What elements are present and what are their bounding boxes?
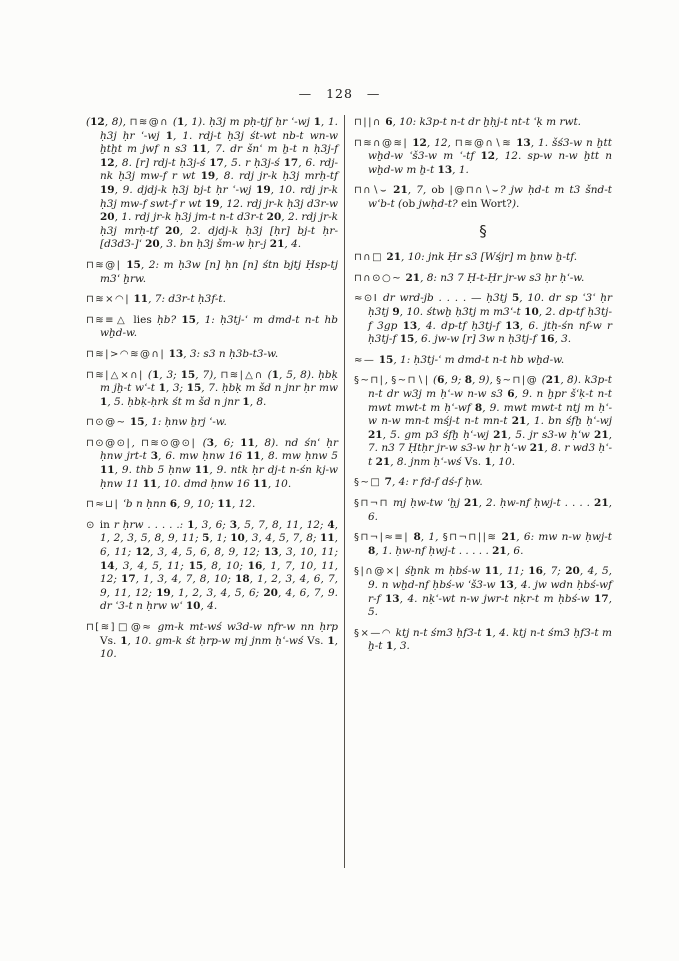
volume-number: 21	[529, 442, 545, 455]
hieroglyph-cluster: ⊓∩□	[354, 252, 384, 264]
transliteration-text: , 9, 10;	[177, 498, 218, 511]
transliteration-text: (	[429, 374, 438, 387]
volume-number: 19	[256, 183, 271, 196]
transliteration-text: , 6. rdj-nk ḥ3j mw-f r wt	[100, 156, 338, 183]
roman-text: in	[99, 518, 110, 531]
transliteration-text: , 10. dr sp ʿ3ʿ ḥr ḥ3tj	[368, 292, 612, 318]
volume-number: 13	[168, 347, 184, 360]
volume-number: 15	[126, 258, 141, 271]
volume-number: 15	[180, 368, 196, 381]
volume-number: 8	[368, 544, 376, 557]
volume-number: 21	[368, 428, 383, 441]
volume-number: 11	[100, 464, 115, 477]
volume-number: 1	[242, 395, 250, 408]
volume-number: 3	[229, 518, 237, 531]
dictionary-entry	[86, 293, 338, 307]
dictionary-entry	[86, 498, 338, 512]
hieroglyph-cluster: ≈—	[354, 354, 376, 366]
left-column	[86, 116, 338, 669]
dictionary-entry	[354, 497, 612, 524]
roman-text: ob	[431, 184, 445, 197]
volume-number: 11	[240, 436, 255, 449]
transliteration-text: , 2. djdj-k ḥ3j [ḥr] bj-t ḥr-[d3d3-]ʿ	[100, 224, 338, 251]
volume-number: 15	[186, 382, 202, 395]
volume-number: 15	[188, 559, 204, 572]
transliteration-text: , 1: ḥ3tj-ʿ m dmd-t n-t hb wḫd-w.	[100, 313, 338, 340]
volume-number: 12	[135, 546, 150, 559]
volume-number: 15	[399, 333, 415, 346]
transliteration-text: , 9. thb 5 ḥnw	[114, 464, 195, 477]
hieroglyph-cluster: ⊓≋@∩∖≋	[454, 137, 513, 149]
volume-number: 1	[176, 116, 185, 128]
volume-number: 10	[185, 600, 201, 613]
transliteration-text: r ḥrw . . . . .:	[109, 518, 188, 531]
transliteration-text: jwḥd-t?	[415, 197, 461, 210]
hieroglyph-cluster: §⊓¬⊓	[354, 498, 389, 510]
transliteration-text: , 6. jtḥ-śn nf-w r ḥ3tj-f	[368, 319, 613, 346]
volume-number: 1	[327, 634, 335, 647]
volume-number: 15	[181, 313, 196, 326]
volume-number: 12	[412, 136, 427, 149]
dictionary-entry	[354, 292, 612, 346]
transliteration-text: , 3: s3 n ḥ3b-t3-w.	[183, 347, 279, 360]
transliteration-text: , 5.	[368, 592, 612, 619]
transliteration-text: , 2: m ḥ3w [n] ḥn [n] śtn bjtj Ḥsp-tj m3ʿ ḫrw.	[100, 258, 339, 285]
volume-number: 1	[271, 368, 279, 381]
transliteration-text: , 5, 8). ḥbḳ m jḫ-t wʿ-t	[100, 368, 338, 395]
hieroglyph-cluster: ⊓≋|△∩	[220, 369, 264, 381]
volume-number: 13	[385, 592, 400, 605]
volume-number: 8	[413, 531, 421, 544]
hieroglyph-cluster: ⊓||∩	[354, 117, 382, 128]
dictionary-entry	[86, 259, 338, 286]
volume-number: 11	[484, 565, 500, 578]
volume-number: 21	[393, 184, 408, 197]
transliteration-text: , 8. [r] rdj-t ḥ3j-ś	[114, 156, 210, 169]
transliteration-text: , 4, 5, 9. n wḫd-nf ḥbś-w ʿš3-w	[368, 565, 612, 592]
transliteration-text: , 9;	[444, 374, 465, 387]
transliteration-text: , 1;	[209, 532, 231, 545]
transliteration-text: , 5. r ḥ3j-ś	[223, 156, 284, 169]
transliteration-text: , 8),	[104, 116, 130, 128]
volume-number: 13	[499, 579, 514, 592]
hieroglyph-cluster: ⊓≈⊔|	[86, 499, 120, 511]
transliteration-text: , 6. mw ḥnw 16	[158, 450, 247, 463]
roman-text: Vs.	[307, 634, 324, 647]
volume-number: 3	[150, 450, 159, 463]
transliteration-text: , 5. gm p3 śfḫ ḥʿ-wj	[382, 428, 494, 441]
transliteration-text: ,	[384, 374, 392, 387]
dictionary-entry	[86, 621, 338, 662]
transliteration-text: , 9. n ḫpr šʿḳ-t n-t mwt mwt-t m ḥʿ-wf	[368, 387, 612, 414]
transliteration-text: , 1. šś3-w n ḫtt wḫd-w ʿš3-w m ʿ-tf	[368, 136, 612, 163]
volume-number: 19	[204, 197, 220, 210]
volume-number: 1	[120, 634, 128, 647]
transliteration-text: , 9. mwt mwt-t ntj m ḥʿ-w n-w mn-t mśj-t n-t mn-t	[368, 401, 612, 428]
transliteration-text: , 8. jnm ḥʿ-wś	[390, 455, 465, 468]
transliteration-text: , 11;	[499, 565, 529, 578]
volume-number: 19	[100, 183, 115, 196]
transliteration-text: , 12. sp-w n-w ḫtt n wḫd-w m ẖ-t	[368, 150, 612, 176]
volume-number: 20	[565, 565, 580, 578]
transliteration-text: , 10. śtwḫ ḥ3tj m m3ʿ-t	[399, 305, 525, 318]
volume-number: 12	[90, 116, 105, 128]
transliteration-text: , 5. ḥbḳ-ḥrk śt m šd n jnr	[107, 395, 243, 408]
transliteration-text: , 5, 7, 8, 11, 12;	[237, 518, 328, 531]
volume-number: 10	[524, 305, 539, 318]
dictionary-entry	[354, 627, 612, 654]
hieroglyph-cluster: §~⊓∖|	[391, 375, 430, 387]
transliteration-text: , 1.	[452, 163, 469, 176]
hieroglyph-cluster: §~⊓|	[354, 375, 385, 387]
volume-number: 21	[501, 531, 517, 544]
transliteration-text: , 10.	[491, 455, 516, 468]
transliteration-text: , 8). k3p-t n-t dr w3j m ḥʿ-w n-w s3	[368, 374, 612, 400]
transliteration-text: , 3.	[393, 640, 410, 653]
roman-text: Vs.	[464, 455, 482, 468]
transliteration-text: , 12. rdj jr-k ḥ3j d3r-w	[219, 197, 338, 210]
transliteration-text: , 1. rdj jr-k ḥ3j jm-t n-t d3r-t	[114, 211, 267, 224]
transliteration-text: , 6. jw-w [r] 3w n ḥ3tj-f	[414, 333, 540, 346]
transliteration-text: ).	[511, 197, 520, 210]
volume-number: 17	[209, 156, 224, 169]
transliteration-text: , 4.	[200, 600, 218, 613]
transliteration-text: , 1. rdj-t ḥ3j śt-wt nb-t wn-w ḫtḫt m jwf n s3	[100, 129, 338, 156]
page-header	[0, 86, 679, 101]
dictionary-entry	[86, 416, 338, 430]
volume-number: 11	[217, 498, 232, 511]
volume-number: 1	[484, 455, 492, 468]
volume-number: 17	[283, 156, 299, 169]
roman-text: ob	[402, 197, 416, 210]
transliteration-text: , 4. nḳʿ-wt n-w jwr-t nḳr-t m ḥbś-w	[399, 592, 595, 605]
volume-number: 1	[151, 368, 160, 381]
roman-text: lies	[133, 313, 152, 326]
transliteration-text: , 8. rdj jr-k ḥ3j mrḥ-tf	[215, 170, 338, 183]
volume-number: 19	[156, 586, 171, 599]
volume-number: 1	[158, 382, 166, 395]
volume-number: 12	[480, 150, 496, 163]
hieroglyph-cluster: ⊓≋∩@≋|	[354, 137, 409, 149]
transliteration-text: , 9. djdj-k ḥ3j bj-t ḥr ʿ-wj	[114, 183, 257, 196]
transliteration-text: , 7;	[542, 565, 566, 578]
volume-number: 11	[253, 477, 268, 490]
hieroglyph-cluster: §|∩@×|	[354, 566, 401, 578]
volume-number: 14	[100, 559, 115, 572]
transliteration-text: , 1, 2, 3, 5, 8, 9, 11;	[100, 518, 339, 545]
volume-number: 1	[313, 116, 321, 128]
transliteration-text: , 10.	[267, 477, 292, 490]
volume-number: 21	[269, 238, 285, 251]
transliteration-text: , 8). nd śnʿ ḥr ḥnw jrt-t	[100, 436, 338, 463]
volume-number: 11	[246, 450, 261, 463]
transliteration-text: , 1: ḥ3tj-ʿ m dmd-t n-t hb wḫd-w.	[393, 353, 565, 366]
hieroglyph-cluster: §⊓¬⊓||≋	[442, 532, 498, 544]
transliteration-text: , 3, 4, 5, 6, 8, 9, 12;	[149, 546, 264, 559]
transliteration-text: , 3, 4, 5, 7, 8;	[244, 532, 321, 545]
transliteration-text: , 3;	[165, 382, 187, 395]
volume-number: 11	[133, 293, 149, 306]
volume-number: 19	[200, 170, 216, 183]
volume-number: 11	[194, 464, 210, 477]
hieroglyph-cluster: |@⊓∩∖⌣	[449, 185, 500, 197]
volume-number: 15	[378, 353, 394, 366]
transliteration-text: , 8, 10;	[203, 559, 248, 572]
dictionary-entry	[86, 116, 338, 252]
section-divider	[354, 221, 612, 240]
volume-number: 10	[230, 532, 245, 545]
transliteration-text: , 1. ḥw-nf ḥwj-t . . . . .	[375, 544, 493, 557]
volume-number: 5	[202, 532, 210, 545]
transliteration-text: , 6.	[368, 497, 612, 523]
hieroglyph-cluster: ⊓⊙@~	[86, 417, 127, 429]
transliteration-text: , 1, 7, 10, 11, 12;	[100, 559, 338, 586]
transliteration-text: , 1). ḥ3j m pḥ-tjf ḥr ʿ-wj	[184, 116, 314, 128]
hieroglyph-cluster: ⊓∩∖⌣	[354, 185, 389, 197]
volume-number: 6	[437, 374, 445, 387]
transliteration-text: , 3;	[159, 368, 181, 381]
volume-number: 20	[266, 211, 282, 224]
transliteration-text: , 10: k3p-t n-t dr ḫḥj-t nt-t ʿḳ m rwt.	[392, 116, 582, 128]
roman-text: Vs.	[100, 634, 117, 647]
volume-number: 8	[474, 401, 483, 414]
transliteration-text: ktj n-t śm3 ḥf3-t	[392, 626, 485, 639]
volume-number: 6	[169, 498, 178, 511]
transliteration-text: , 8. mw ḥnw 5	[260, 450, 338, 463]
hieroglyph-cluster: ⊙	[86, 519, 96, 531]
transliteration-text: ? jw ḥd-t m t3 šnd-t wʿb-t (	[368, 184, 613, 210]
volume-number: 1	[187, 518, 195, 531]
hieroglyph-cluster: §~□	[354, 477, 382, 489]
transliteration-text: , 5. jr s3-w ḥʿw	[507, 428, 595, 441]
transliteration-text: , 6, 11;	[100, 532, 339, 559]
transliteration-text: , 8. r wd3 ḥʿ-t	[368, 442, 613, 468]
volume-number: 20	[165, 224, 180, 237]
transliteration-text: , 1,	[420, 531, 443, 544]
transliteration-text: (	[538, 374, 546, 387]
hieroglyph-cluster: ⊓≋|>◠≋@∩|	[86, 348, 166, 360]
transliteration-text: , 7),	[195, 368, 221, 381]
volume-number: 20	[100, 211, 115, 224]
volume-number: 9	[392, 305, 400, 318]
transliteration-text: , 6;	[214, 436, 241, 449]
transliteration-text: , 3. bn ḥ3j šm-w ḥr-j	[159, 238, 270, 251]
transliteration-text: , 3, 4, 5, 11;	[114, 559, 189, 572]
volume-number: 11	[320, 532, 335, 545]
volume-number: 13	[263, 546, 279, 559]
transliteration-text: gm-k mt-wś w3d-w nfr-w nn ḥrp	[152, 621, 338, 633]
transliteration-text: , 4, 6, 7, 9. dr ʿ3-t n ḥrw wʿ	[100, 586, 338, 613]
transliteration-text: ʿb n ḥnn	[119, 498, 170, 511]
header-dash-right: —	[366, 86, 381, 101]
volume-number: 21	[594, 428, 609, 441]
transliteration-text: (	[169, 116, 177, 128]
dictionary-entry	[86, 348, 338, 362]
volume-number: 21	[511, 415, 527, 428]
volume-number: 1	[100, 395, 108, 408]
column-divider-rule	[344, 115, 345, 868]
transliteration-text: śḫnk m ḥbś-w	[400, 565, 485, 578]
transliteration-text: , 3, 10, 11;	[278, 546, 339, 559]
volume-number: 8	[464, 374, 473, 387]
transliteration-text: , 7,	[407, 184, 432, 197]
transliteration-text: , 4. dp-tf ḥ3tj-f	[417, 319, 506, 332]
right-column	[354, 116, 612, 661]
transliteration-text: , 8.	[249, 395, 267, 408]
transliteration-text: , 12.	[231, 498, 256, 511]
volume-number: 17	[121, 573, 136, 586]
hieroglyph-cluster: ⊓≋⊙@⊙|	[141, 437, 197, 449]
volume-number: 21	[545, 374, 561, 387]
dictionary-entry	[354, 354, 612, 368]
volume-number: 13	[505, 319, 520, 332]
transliteration-text: , 1: ḥnw ẖrj ʿ-w.	[144, 416, 227, 429]
transliteration-text: (	[86, 116, 91, 128]
dictionary-entry	[354, 251, 612, 265]
volume-number: 21	[405, 271, 421, 284]
volume-number: 13	[516, 136, 531, 149]
transliteration-text: , 4. ktj n-t śm3 ḥf3-t m ẖ-t	[368, 626, 612, 653]
transliteration-text: , 7. dr šnʿ m ẖ-t n ḥ3j-f	[206, 143, 339, 156]
dictionary-entry	[354, 272, 612, 286]
dictionary-entry	[354, 565, 612, 619]
transliteration-text: , 6.	[506, 544, 524, 557]
volume-number: 6	[507, 387, 515, 400]
volume-number: 4	[327, 518, 335, 531]
volume-number: 1	[485, 626, 493, 639]
volume-number: 5	[511, 292, 520, 305]
volume-number: 16	[247, 559, 263, 572]
hieroglyph-cluster: ⊓≋×◠|	[86, 294, 131, 306]
volume-number: 21	[493, 428, 508, 441]
roman-text: ein Wort?	[461, 197, 512, 210]
volume-number: 11	[142, 477, 158, 490]
volume-number: 7	[384, 476, 392, 489]
transliteration-text: , 7: d3r-t ḥ3f-t.	[148, 293, 226, 306]
transliteration-text: , 1, 3, 4, 7, 8, 10;	[135, 573, 236, 586]
transliteration-text: , 10. gm-k śt ḥrp-w mj jnm ḥʿ-wś	[127, 634, 308, 647]
dictionary-entry	[86, 314, 338, 341]
volume-number: 1	[385, 640, 394, 653]
dictionary-entry	[86, 519, 338, 614]
volume-number: 6	[385, 116, 393, 128]
transliteration-text: , 7. n3 7 Ḥtḥr jr-w s3-w ḥr ḥʿ-w	[368, 428, 612, 455]
transliteration-text: , 1, 2, 3, 4, 6, 7, 9, 11, 12;	[100, 573, 338, 599]
transliteration-text: , 9),	[472, 374, 497, 387]
transliteration-text: , 12,	[426, 136, 455, 149]
dictionary-entry	[354, 531, 612, 558]
transliteration-text: mj ḥw-tw ʿḫj	[388, 497, 464, 510]
dictionary-entry	[354, 476, 612, 490]
volume-number: 21	[386, 251, 402, 264]
transliteration-text: , 2. rdj jr-k ḥ3j mrḥ-tf	[100, 211, 338, 237]
transliteration-text: (	[143, 368, 152, 381]
volume-number: 13	[402, 319, 418, 332]
hieroglyph-cluster: ⊓≋≡△	[86, 314, 129, 326]
volume-number: 21	[375, 455, 391, 468]
transliteration-text: , 1, 2, 3, 4, 5, 6;	[170, 586, 264, 599]
volume-number: 12	[100, 156, 115, 169]
hieroglyph-cluster: ⊓[≋]□@≈	[86, 622, 153, 633]
volume-number: 18	[235, 573, 250, 586]
transliteration-text: , 4.	[284, 238, 302, 251]
transliteration-text: , 10: jnk Ḥr s3 [Wśjr] m ẖnw ẖ-tf.	[401, 251, 578, 264]
hieroglyph-cluster: §~⊓|@	[496, 375, 539, 387]
volume-number: 17	[594, 592, 609, 605]
transliteration-text: , 3.	[554, 333, 572, 346]
hieroglyph-cluster: ⊓∩⊙○~	[354, 272, 403, 284]
transliteration-text: dr wrd-jb . . . . — ḥ3tj	[378, 292, 512, 305]
volume-number: 20	[263, 586, 278, 599]
transliteration-text: , 9. ntk ḥr dj-t n-śn kj-w ḥnw 11	[100, 464, 338, 490]
transliteration-text: (	[263, 368, 272, 381]
hieroglyph-cluster: ⊓≋@∩	[129, 117, 170, 128]
volume-number: 15	[129, 416, 145, 429]
volume-number: 21	[594, 497, 609, 510]
transliteration-text: (	[196, 436, 207, 449]
dictionary-entry	[86, 437, 338, 491]
transliteration-text: , 8: n3 7 Ḥ-t-Ḥr jr-w s3 ḥr ḥʿ-w.	[420, 271, 585, 284]
transliteration-text: , 10.	[100, 634, 338, 661]
dictionary-entry	[354, 184, 612, 211]
volume-number: 20	[145, 238, 160, 251]
volume-number: 21	[463, 497, 479, 510]
transliteration-text: , 10. dmd ḥnw 16	[157, 477, 254, 490]
volume-number: 11	[192, 143, 207, 156]
dictionary-entry	[354, 374, 612, 469]
transliteration-text: , 3, 6;	[194, 518, 230, 531]
hieroglyph-cluster: ⊓≋@|	[86, 259, 122, 271]
transliteration-text: , 2. dp-tf ḥ3tj-f 3gp	[368, 305, 612, 332]
transliteration-text: , 1. bn śfḫ ḥʿ-wj	[526, 415, 612, 428]
volume-number: 3	[206, 436, 215, 449]
hieroglyph-cluster: §	[479, 221, 487, 240]
transliteration-text: , 7. ḥbḳ m šd n jnr ḥr mw	[201, 382, 338, 395]
transliteration-text: , 10. rdj jr-k ḥ3j mw-f swt-f r wt	[100, 183, 338, 210]
dictionary-entry	[86, 369, 338, 410]
transliteration-text: ,	[131, 436, 142, 449]
transliteration-text: , 6: mw n-w ḥwj-t	[516, 531, 612, 544]
transliteration-text: , 2. ḥw-nf ḥwj-t . . . .	[478, 497, 595, 510]
transliteration-text: ḥb?	[151, 313, 182, 326]
dictionary-entry	[354, 116, 612, 130]
dictionary-entry	[354, 137, 612, 178]
hieroglyph-cluster: ⊓≋|△×∩|	[86, 369, 144, 381]
header-dash-left: —	[298, 86, 313, 101]
transliteration-text: , 4. jw wdn ḥbś-wf r-f	[368, 579, 613, 605]
transliteration-text: , 4: r fd-f dś-f ḥw.	[391, 476, 483, 489]
volume-number: 13	[437, 163, 453, 176]
hieroglyph-cluster: §⊓¬|≈≡|	[354, 532, 410, 544]
page-number: 128	[326, 86, 353, 101]
hieroglyph-cluster: ⊓⊙@⊙|	[86, 437, 132, 449]
volume-number: 1	[165, 129, 173, 142]
hieroglyph-cluster: ≈⊙I	[354, 293, 379, 305]
volume-number: 16	[539, 333, 555, 346]
volume-number: 16	[528, 565, 543, 578]
hieroglyph-cluster: §×—◠	[354, 627, 393, 639]
transliteration-text: , 1. ḥ3j ḥr ʿ-wj	[100, 116, 338, 142]
volume-number: 21	[492, 544, 507, 557]
